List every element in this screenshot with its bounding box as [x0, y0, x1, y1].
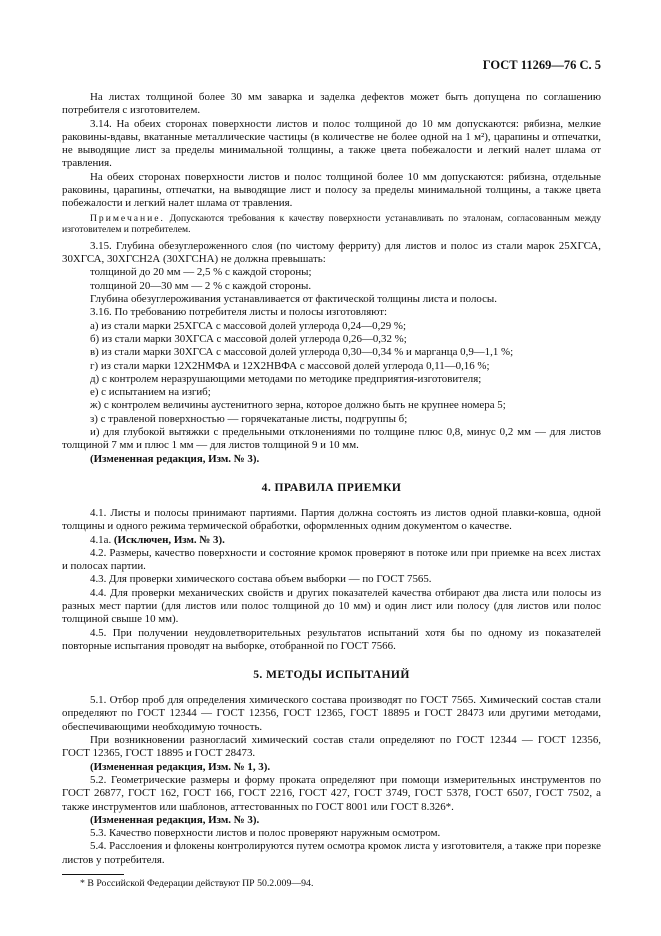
clause-5-1-dispute: При возникновении разногласий химический состав стали определяют по ГОСТ 12344 — ГОСТ 12356, ГОСТ 12365, ГОСТ 18895 и ГОСТ 28473. — [62, 734, 601, 760]
clause-4-5: 4.5. При получении неудовлетворительных результатов испытаний хотя бы по одному из показателей повторные испытания проводят на выборке, отобранной по ГОСТ 7566. — [62, 626, 601, 652]
note — [62, 213, 601, 236]
clause-5-4: 5.4. Расслоения и флокены контролируются путем осмотра кромок листа у изготовителя, а также при порезке листов у потребителя. — [62, 840, 601, 866]
section-4-heading: 4. ПРАВИЛА ПРИЕМКИ — [261, 480, 402, 494]
clause-4-3: 4.3. Для проверки химического состава объем выборки — по ГОСТ 7565. — [90, 573, 432, 586]
clause-4-1a-text: (Исключен, Изм. № 3). — [113, 533, 225, 546]
list-item-i: и) для глубокой вытяжки с предельными отклонениями по толщине плюс 0,8, минус 0,2 мм — для листов толщиной 7 мм и плюс 1 мм — для листов толщиной 9 и 10 мм. — [62, 426, 601, 452]
list-item-v: в) из стали марки 30ХГСА с массовой долей углерода 0,30—0,34 % и марганца 0,9—1,1 %; — [90, 346, 514, 359]
decarb-depth-note: Глубина обезуглероживания устанавливается от фактической толщины листа и полосы. — [90, 293, 497, 306]
decarb-limit-2: толщиной 20—30 мм — 2 % с каждой стороны. — [90, 279, 312, 292]
revision-note-2: (Измененная редакция, Изм. № 1, 3). — [90, 760, 271, 773]
clause-3-14: 3.14. На обеих сторонах поверхности листов и полос толщиной до 10 мм допускаются: рябизна, мелкие раковины-вдавы, вкатанные металлические частицы (в количестве не более одной на 1 м²), царапины и отпечатки, не выводящие лист за пределы минимальной толщины, а также цвета побежалости и легкий налет шлама от травления. — [62, 117, 601, 170]
section-5-heading: 5. МЕТОДЫ ИСПЫТАНИЙ — [253, 668, 410, 682]
clause-4-2: 4.2. Размеры, качество поверхности и состояние кромок проверяют в потоке или при приемке на всех листах и полосах партии. — [62, 546, 601, 573]
clause-3-15: 3.15. Глубина обезуглероженного слоя (по чистому ферриту) для листов и полос из стали марок 25ХГСА, 30ХГСА, 30ХГСН2А (30ХГСНА) не должна превышать: — [62, 239, 601, 266]
list-item-b: б) из стали марки 30ХГСА с массовой долей углерода 0,26—0,32 %; — [90, 332, 407, 345]
clause-4-1a — [62, 534, 601, 547]
page-header: ГОСТ 11269—76 С. 5 — [482, 58, 601, 72]
list-item-e: е) с испытанием на изгиб; — [90, 386, 211, 399]
revision-note-3: (Измененная редакция, Изм. № 3). — [90, 813, 260, 826]
clause-5-2: 5.2. Геометрические размеры и форму проката определяют при помощи измерительных инструментов по ГОСТ 26877, ГОСТ 162, ГОСТ 166, ГОСТ 2216, ГОСТ 427, ГОСТ 3749, ГОСТ 5378, ГОСТ 6507, ГОСТ 7502, а также инструментов или шаблонов, аттестованных по ГОСТ 8001 или ГОСТ 8.326*. — [62, 773, 601, 813]
list-item-a: а) из стали марки 25ХГСА с массовой долей углерода 0,24—0,29 %; — [90, 319, 407, 332]
clause-4-1a-number: 4.1а. — [90, 533, 112, 546]
clause-5-1: 5.1. Отбор проб для определения химического состава производят по ГОСТ 7565. Химический состав стали определяют по ГОСТ 12344 — ГОСТ 12356, ГОСТ 12365, ГОСТ 18895 и ГОСТ 28473 или другими методами, обеспечивающими необходимую точность. — [62, 694, 601, 733]
list-item-z: з) с травленой поверхностью — горячекатаные листы, подгруппы б; — [90, 412, 408, 425]
note-label: Примечание. — [90, 212, 165, 224]
clause-4-4: 4.4. Для проверки механических свойств и других показателей качества отбирают два листа или полосы из разных мест партии (для листов или полос толщиной до 10 мм) и один лист или полосу (для листов или полос толщиной свыше 10 мм). — [62, 586, 601, 626]
note-text: Допускаются требования к качеству поверхности устанавливать по эталонам, согласованным между изготовителем и потребителем. — [62, 212, 601, 236]
paragraph-over-10mm: На обеих сторонах поверхности листов и полос толщиной более 10 мм допускаются: рябизна, отдельные раковины, царапины, отпечатки, на выводящие лист и полосу за пределы минимальной толщины, а также цвета побежалости и легкий налет шлама от травления. — [62, 170, 601, 210]
footnote: * В Российской Федерации действуют ПР 50.2.009—94. — [80, 878, 314, 890]
clause-3-16: 3.16. По требованию потребителя листы и полосы изготовляют: — [90, 306, 387, 319]
clause-4-1: 4.1. Листы и полосы принимают партиями. Партия должна состоять из листов одной плавки-ковша, одной толщины и одного режима термической обработки, оформленных одним документом о качестве. — [62, 506, 601, 533]
footnote-divider — [62, 874, 124, 875]
list-item-zh: ж) с контролем величины аустенитного зерна, которое должно быть не крупнее номера 5; — [90, 399, 506, 412]
decarb-limit-1: толщиной до 20 мм — 2,5 % с каждой стороны; — [90, 266, 312, 279]
list-item-g: г) из стали марки 12Х2НМФА и 12Х2НВФА с массовой долей углерода 0,11—0,16 %; — [90, 359, 490, 372]
paragraph-welding: На листах толщиной более 30 мм заварка и заделка дефектов может быть допущена по соглашению потребителя с изготовителем. — [62, 91, 601, 117]
list-item-d: д) с контролем неразрушающими методами по методике предприятия-изготовителя; — [90, 372, 482, 385]
clause-5-3: 5.3. Качество поверхности листов и полос проверяют наружным осмотром. — [90, 827, 441, 840]
revision-note-1: (Измененная редакция, Изм. № 3). — [90, 452, 260, 465]
